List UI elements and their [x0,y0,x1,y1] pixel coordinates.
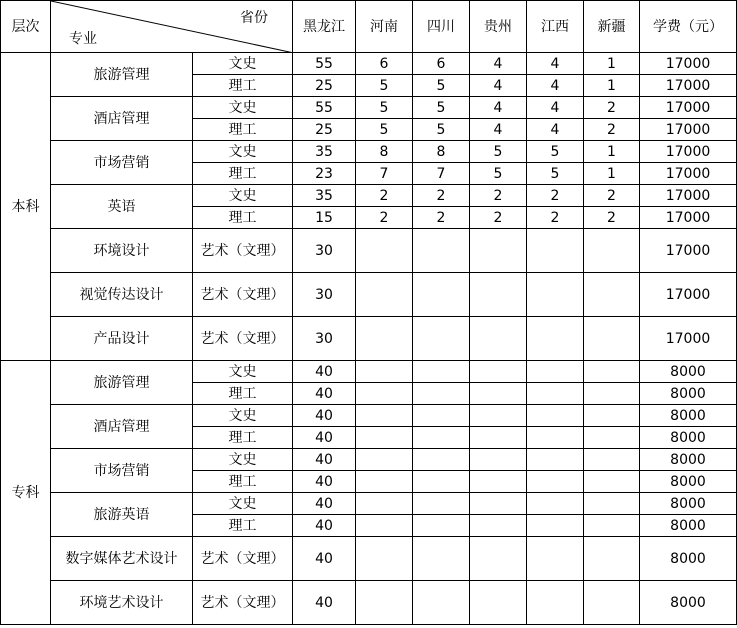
tuition-cell: 8000 [640,581,737,625]
quota-cell [527,515,584,537]
tuition-cell: 8000 [640,449,737,471]
quota-cell [584,405,640,427]
quota-cell [470,493,527,515]
quota-cell [584,383,640,405]
subject-type-cell: 理工 [193,515,293,537]
quota-cell: 4 [527,97,584,119]
tuition-cell: 8000 [640,471,737,493]
table-row [1,141,737,163]
quota-cell [527,537,584,581]
quota-cell: 2 [527,207,584,229]
quota-cell [527,317,584,361]
quota-cell: 5 [356,119,413,141]
quota-cell [470,471,527,493]
quota-cell: 2 [356,207,413,229]
table-row [1,97,737,119]
quota-cell [584,493,640,515]
header-diagonal-cell [51,1,293,53]
quota-cell: 2 [584,119,640,141]
quota-cell [470,581,527,625]
quota-cell: 23 [293,163,356,185]
quota-cell: 2 [527,185,584,207]
quota-cell: 2 [584,97,640,119]
table-row [1,53,737,75]
quota-cell: 2 [584,207,640,229]
quota-cell: 25 [293,75,356,97]
quota-cell [413,405,470,427]
quota-cell: 30 [293,317,356,361]
quota-cell: 2 [356,185,413,207]
major-cell: 产品设计 [51,317,193,361]
quota-cell [413,229,470,273]
quota-cell: 1 [584,75,640,97]
quota-cell: 30 [293,229,356,273]
subject-type-cell: 艺术（文理） [193,273,293,317]
major-cell: 酒店管理 [51,97,193,141]
quota-cell: 5 [413,119,470,141]
tuition-cell: 17000 [640,317,737,361]
quota-cell [356,361,413,383]
table-row [1,537,737,581]
quota-cell: 5 [413,97,470,119]
quota-cell [470,317,527,361]
quota-cell: 4 [527,53,584,75]
header-tuition: 学费（元） [640,1,737,53]
subject-type-cell: 文史 [193,361,293,383]
quota-cell [356,383,413,405]
quota-cell: 5 [527,141,584,163]
quota-cell: 30 [293,273,356,317]
quota-cell [356,471,413,493]
quota-cell [413,471,470,493]
quota-cell: 4 [470,97,527,119]
quota-cell [527,427,584,449]
quota-cell [470,383,527,405]
quota-cell [584,471,640,493]
quota-cell [527,493,584,515]
tuition-cell: 17000 [640,185,737,207]
quota-cell: 40 [293,515,356,537]
tuition-cell: 8000 [640,383,737,405]
tuition-cell: 17000 [640,141,737,163]
quota-cell: 6 [356,53,413,75]
major-cell: 市场营销 [51,141,193,185]
quota-cell [527,273,584,317]
major-cell: 视觉传达设计 [51,273,193,317]
quota-cell: 35 [293,141,356,163]
tuition-cell: 17000 [640,75,737,97]
quota-cell [470,361,527,383]
header-province: 省份 [240,10,268,26]
quota-cell: 1 [584,163,640,185]
quota-cell: 55 [293,97,356,119]
quota-cell [356,273,413,317]
tuition-cell: 17000 [640,229,737,273]
header-province-3: 贵州 [470,1,527,53]
header-province-5: 新疆 [584,1,640,53]
major-cell: 旅游英语 [51,493,193,537]
header-province-0: 黑龙江 [293,1,356,53]
header-row [1,1,737,53]
subject-type-cell: 文史 [193,493,293,515]
quota-cell [584,581,640,625]
quota-cell [356,493,413,515]
quota-cell [584,427,640,449]
table-row [1,405,737,427]
level-cell: 专科 [1,361,51,625]
subject-type-cell: 理工 [193,383,293,405]
level-cell: 本科 [1,53,51,361]
table-row [1,229,737,273]
major-cell: 酒店管理 [51,405,193,449]
subject-type-cell: 理工 [193,163,293,185]
quota-cell: 5 [356,97,413,119]
tuition-cell: 17000 [640,97,737,119]
subject-type-cell: 理工 [193,75,293,97]
quota-cell [584,229,640,273]
tuition-cell: 8000 [640,427,737,449]
header-level: 层次 [1,1,51,53]
quota-cell [413,515,470,537]
tuition-cell: 8000 [640,537,737,581]
quota-cell: 40 [293,493,356,515]
quota-cell: 40 [293,427,356,449]
quota-cell [413,273,470,317]
quota-cell [527,405,584,427]
table-row [1,449,737,471]
quota-cell: 40 [293,581,356,625]
quota-cell [527,361,584,383]
quota-cell: 40 [293,361,356,383]
quota-cell [584,273,640,317]
quota-cell: 40 [293,405,356,427]
quota-cell: 8 [356,141,413,163]
quota-cell [356,515,413,537]
quota-cell: 2 [470,185,527,207]
quota-cell: 4 [527,75,584,97]
subject-type-cell: 艺术（文理） [193,229,293,273]
quota-cell: 5 [413,75,470,97]
quota-cell [470,537,527,581]
table-row [1,493,737,515]
major-cell: 旅游管理 [51,361,193,405]
quota-cell [584,361,640,383]
subject-type-cell: 文史 [193,405,293,427]
subject-type-cell: 文史 [193,185,293,207]
quota-cell: 6 [413,53,470,75]
tuition-cell: 8000 [640,405,737,427]
quota-cell: 25 [293,119,356,141]
quota-cell [413,537,470,581]
quota-cell [356,449,413,471]
major-cell: 数字媒体艺术设计 [51,537,193,581]
quota-cell [356,229,413,273]
quota-cell [584,537,640,581]
quota-cell: 40 [293,471,356,493]
quota-cell [413,317,470,361]
quota-cell: 7 [356,163,413,185]
subject-type-cell: 文史 [193,141,293,163]
quota-cell [413,449,470,471]
tuition-cell: 8000 [640,493,737,515]
quota-cell [356,427,413,449]
quota-cell [356,317,413,361]
quota-cell: 2 [584,185,640,207]
header-major: 专业 [69,31,97,47]
quota-cell [584,449,640,471]
quota-cell: 5 [470,163,527,185]
subject-type-cell: 文史 [193,97,293,119]
subject-type-cell: 艺术（文理） [193,537,293,581]
subject-type-cell: 文史 [193,449,293,471]
quota-cell: 5 [470,141,527,163]
quota-cell: 2 [413,207,470,229]
quota-cell [527,471,584,493]
quota-cell [584,317,640,361]
quota-cell: 40 [293,449,356,471]
subject-type-cell: 理工 [193,119,293,141]
quota-cell [527,449,584,471]
quota-cell [584,515,640,537]
tuition-cell: 8000 [640,361,737,383]
quota-cell [527,229,584,273]
quota-cell: 4 [470,119,527,141]
quota-cell: 40 [293,537,356,581]
quota-cell [527,383,584,405]
quota-cell: 5 [527,163,584,185]
quota-cell [413,383,470,405]
quota-cell [470,229,527,273]
table-row [1,317,737,361]
table-row [1,273,737,317]
major-cell: 环境艺术设计 [51,581,193,625]
tuition-cell: 17000 [640,119,737,141]
quota-cell [413,493,470,515]
quota-cell [470,427,527,449]
table-row [1,185,737,207]
major-cell: 环境设计 [51,229,193,273]
header-province-1: 河南 [356,1,413,53]
quota-cell [470,273,527,317]
quota-cell: 8 [413,141,470,163]
quota-cell [413,581,470,625]
quota-cell [356,405,413,427]
tuition-cell: 17000 [640,53,737,75]
quota-cell: 35 [293,185,356,207]
quota-cell [356,537,413,581]
subject-type-cell: 艺术（文理） [193,317,293,361]
subject-type-cell: 理工 [193,427,293,449]
quota-cell [470,449,527,471]
quota-cell: 4 [470,53,527,75]
quota-cell: 4 [527,119,584,141]
tuition-cell: 17000 [640,273,737,317]
header-province-4: 江西 [527,1,584,53]
major-cell: 英语 [51,185,193,229]
quota-cell: 2 [413,185,470,207]
quota-cell: 1 [584,53,640,75]
tuition-cell: 17000 [640,207,737,229]
tuition-cell: 17000 [640,163,737,185]
quota-cell: 1 [584,141,640,163]
subject-type-cell: 艺术（文理） [193,581,293,625]
major-cell: 市场营销 [51,449,193,493]
subject-type-cell: 理工 [193,471,293,493]
quota-cell: 2 [470,207,527,229]
quota-cell [413,427,470,449]
quota-cell: 4 [470,75,527,97]
major-cell: 旅游管理 [51,53,193,97]
table-row [1,581,737,625]
quota-cell: 15 [293,207,356,229]
table-row [1,361,737,383]
quota-cell: 5 [356,75,413,97]
quota-cell: 40 [293,383,356,405]
quota-cell: 55 [293,53,356,75]
quota-cell [356,581,413,625]
subject-type-cell: 理工 [193,207,293,229]
quota-cell [413,361,470,383]
quota-cell: 7 [413,163,470,185]
header-province-2: 四川 [413,1,470,53]
quota-cell [470,405,527,427]
tuition-cell: 8000 [640,515,737,537]
subject-type-cell: 文史 [193,53,293,75]
quota-cell [470,515,527,537]
quota-cell [527,581,584,625]
